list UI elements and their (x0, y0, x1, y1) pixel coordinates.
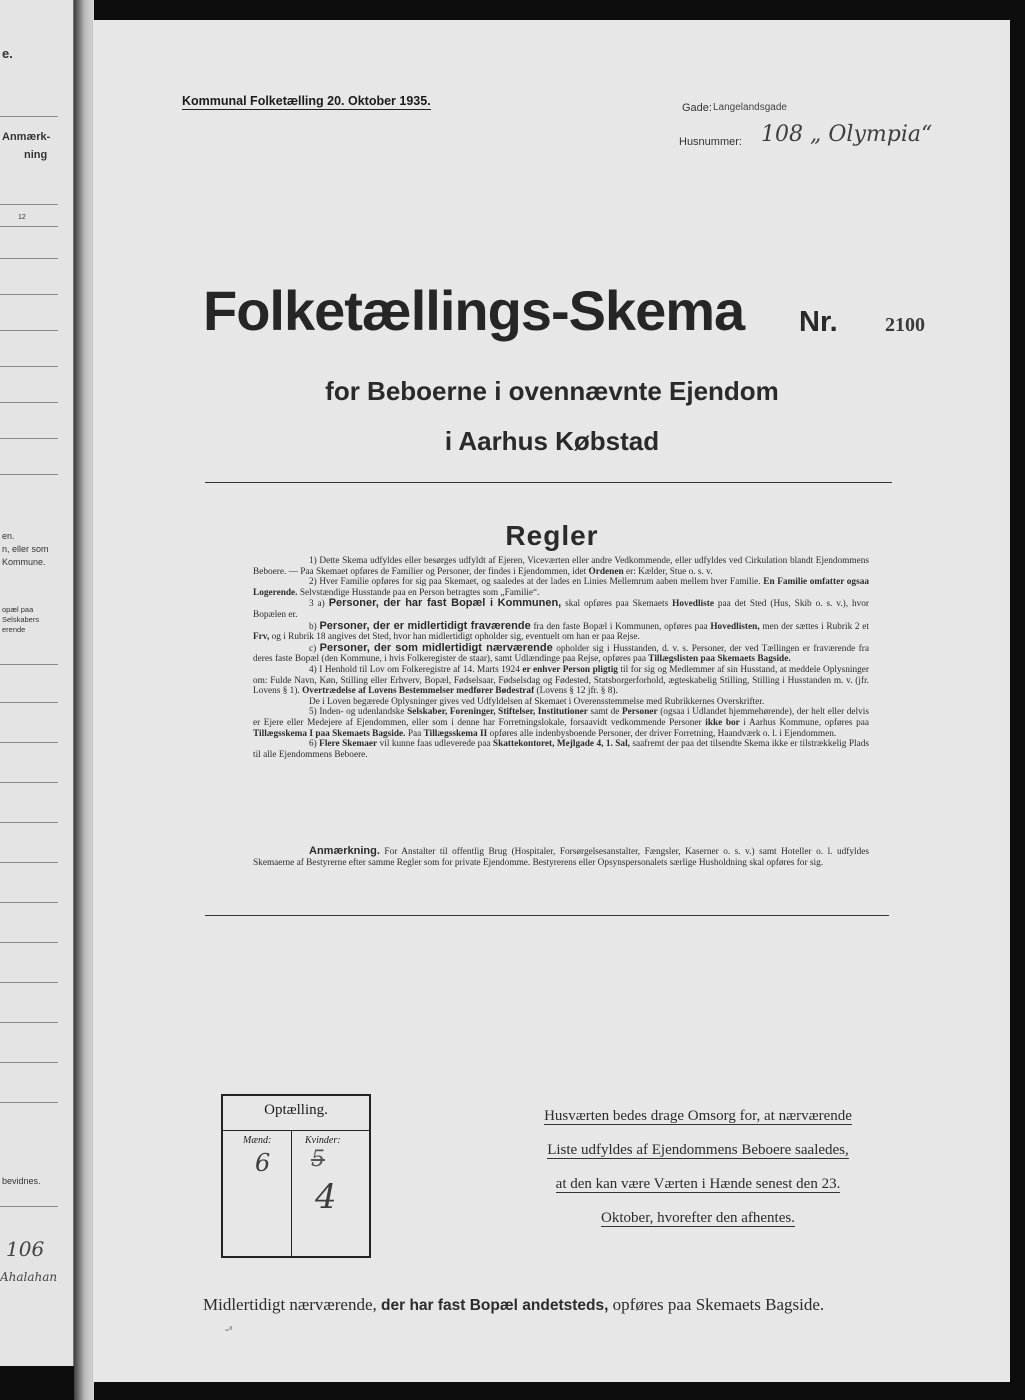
left-handwritten-word: Ahalahan (0, 1270, 58, 1284)
left-column-header-2: ning (24, 149, 48, 161)
notice-line: Husværten bedes drage Omsorg for, at nærværende (544, 1108, 852, 1124)
left-rule (0, 294, 58, 295)
women-count: 4 (315, 1177, 337, 1217)
rule-3c: c) Personer, der som midlertidigt nærværende opholder sig i Husstanden, d. v. s. Personer, der ved Tællingen er fraværende fra deres faste Bopæl (den Kommune, i hvis Folkeregister de staar), samt Udlændinge paa Rejse, opføres paa Tillægslisten paa Skemaets Bagside. (253, 641, 869, 665)
footer-note: Midlertidigt nærværende, der har fast Bopæl andetsteds, opføres paa Skemaets Bagside. (203, 1295, 825, 1314)
left-handwritten-number: 106 (6, 1237, 45, 1261)
left-heading-fragment: e. (2, 46, 13, 61)
left-rule (0, 902, 58, 903)
divider-rule (205, 915, 889, 916)
left-rule (0, 822, 58, 823)
form-number: 2100 (885, 314, 925, 336)
form-title: Folketællings-Skema (203, 279, 745, 342)
rule-1: 1) Dette Skema udfyldes eller besørges udfyldt af Ejeren, Viceværten eller andre Vedkommende, eller udfyldes ved Cirkulation blandt Ejendommens Beboere. — Paa Skemaet opføres de Familier og Personer, der findes i Ejendommen, idet Ordenen er: Kælder, Stue o. s. v. (253, 556, 869, 577)
left-column-number: 12 (18, 214, 26, 221)
left-rule (0, 1102, 58, 1103)
left-rule (0, 366, 58, 367)
left-rule (0, 116, 58, 117)
left-rule (0, 742, 58, 743)
left-text-fragment: en. (2, 531, 15, 541)
rule-4-note: De i Loven begærede Oplysninger gives ved Udfyldelsen af Skemaet i Overensstemmelse med Rubrikkernes Overskrifter. (309, 696, 765, 707)
rules-heading: Regler (505, 520, 599, 551)
rule-6: 6) Flere Skemaer vil kunne faas udleverede paa Skattekontoret, Mejlgade 4, 1. Sal, saafremt der paa det tilsendte Skema ikke er tilstrækkelig Plads til alle Ejendommens Beboere. (253, 739, 869, 760)
left-rule (0, 204, 58, 205)
divider-rule (205, 482, 892, 483)
men-count: 6 (255, 1149, 271, 1177)
left-text-fragment: n, eller som (2, 544, 49, 554)
left-text-fragment: Selskabers (2, 615, 40, 624)
rule-4: 4) I Henhold til Lov om Folkeregistre af 14. Marts 1924 er enhver Person pligtig til for sig og Medlemmer af sin Husstand, at meddele Oplysninger om: Fulde Navn, Køn, Stilling eller Erhverv, Bopæl, Fødselsaar, Fødselsdag og Fødested, Statsborgerforhold, ægteskabelig Stilling, Stilling i Husstanden m. v. (jfr. Lovens § 1). Overtrædelse af Lovens Bestemmelser medfører Bødestraf (Lovens § 12 jfr. § 8). (253, 664, 869, 697)
rules-body (253, 556, 869, 760)
left-rule (0, 942, 58, 943)
remark-text: For Anstalter til offentlig Brug (Hospitaler, Forsørgelsesanstalter, Fængsler, Kaserner o. s. v.) samt Hoteller o. l. udfyldes Skemaerne af Bestyrerne efter samme Regler som for private Ejendomme. Bestyrerens eller Opsynspersonalets særlige Husholdning skal opføres for sig. (253, 847, 869, 868)
pencil-mark: -ᵃ (225, 1322, 233, 1336)
rule-5: 5) Inden- og udenlandske Selskaber, Foreninger, Stiftelser, Institutioner samt de Personer (ogsaa i Udlandet hjemmehørende), der helt eller delvis er Ejere eller Medejere af Ejendommen, eller som i denne har Forretningslokale, forsaavidt vedkommende Personer ikke bor i Aarhus Kommune, opføres paa Tillægsskema I paa Skemaets Bagside. Paa Tillægsskema II opføres alle indenbysboende Personer, der driver Forretning, Haandværk o. l. i Ejendommen. (253, 707, 869, 739)
count-table (223, 1130, 369, 1256)
count-title: Optælling. (264, 1102, 328, 1118)
left-rule (0, 330, 58, 331)
form-subtitle: for Beboerne i ovennævnte Ejendom (325, 376, 779, 406)
form-number-label: Nr. (799, 306, 838, 338)
left-text-fragment: erende (2, 625, 26, 634)
left-column-header-1: Anmærk- (2, 131, 51, 143)
left-rule (0, 226, 58, 227)
house-number-label: Husnummer: (679, 136, 742, 148)
left-rule (0, 474, 58, 475)
count-divider (291, 1131, 292, 1256)
women-count-struck: 5 (311, 1147, 325, 1172)
left-rule (0, 664, 58, 665)
street-value: Langelandsgade (713, 102, 787, 113)
left-rule (0, 702, 58, 703)
left-rule (0, 782, 58, 783)
men-label: Mænd: (243, 1135, 272, 1146)
census-form-page (92, 20, 1010, 1382)
remark-paragraph (253, 846, 869, 868)
left-rule (0, 862, 58, 863)
left-text-fragment: Kommune. (2, 557, 46, 567)
book-gutter (74, 0, 94, 1400)
remark-label: Anmærkning. (309, 845, 380, 857)
street-label: Gade: (682, 102, 712, 114)
left-text-fragment: bevidnes. (2, 1176, 41, 1186)
women-label: Kvinder: (305, 1135, 341, 1146)
house-number-value: 108 „ Olympia“ (761, 122, 933, 147)
form-city: i Aarhus Købstad (444, 426, 660, 456)
left-rule (0, 1206, 58, 1207)
previous-page-strip (0, 0, 74, 1366)
notice-line: at den kan være Værten i Hænde senest den 23. (555, 1176, 841, 1192)
rule-2: 2) Hver Familie opføres for sig paa Skemaet, og saaledes at der lades en Linies Mellemrum aaben mellem hver Familie. En Familie omfatter ogsaa Logerende. Selvstændige Husstande paa en Person betragtes som „Familie“. (253, 577, 869, 598)
left-rule (0, 1022, 58, 1023)
left-rule (0, 402, 58, 403)
landlord-notice (523, 1105, 873, 1241)
rule-3a: 3 a) Personer, der har fast Bopæl i Kommunen, skal opføres paa Skemaets Hovedliste paa det Sted (Hus, Skib o. s. v.), hvor Bopælen er. (253, 597, 870, 620)
left-text-fragment: opæl paa (2, 605, 34, 614)
census-title: Kommunal Folketælling 20. Oktober 1935. (182, 94, 431, 108)
notice-line: Liste udfyldes af Ejendommens Beboere saaledes, (547, 1142, 849, 1158)
left-rule (0, 982, 58, 983)
rule-3b: b) Personer, der er midlertidigt fraværende fra den faste Bopæl i Kommunen, opføres paa Hovedlisten, men der sættes i Rubrik 2 et Frv, og i Rubrik 18 angives det Sted, hvor han midlertidigt opholder sig, eventuelt om han er paa Rejse. (253, 619, 870, 643)
notice-line: Oktober, hvorefter den afhentes. (601, 1210, 795, 1226)
left-rule (0, 1062, 58, 1063)
left-rule (0, 258, 58, 259)
left-rule (0, 438, 58, 439)
count-box (221, 1094, 371, 1258)
